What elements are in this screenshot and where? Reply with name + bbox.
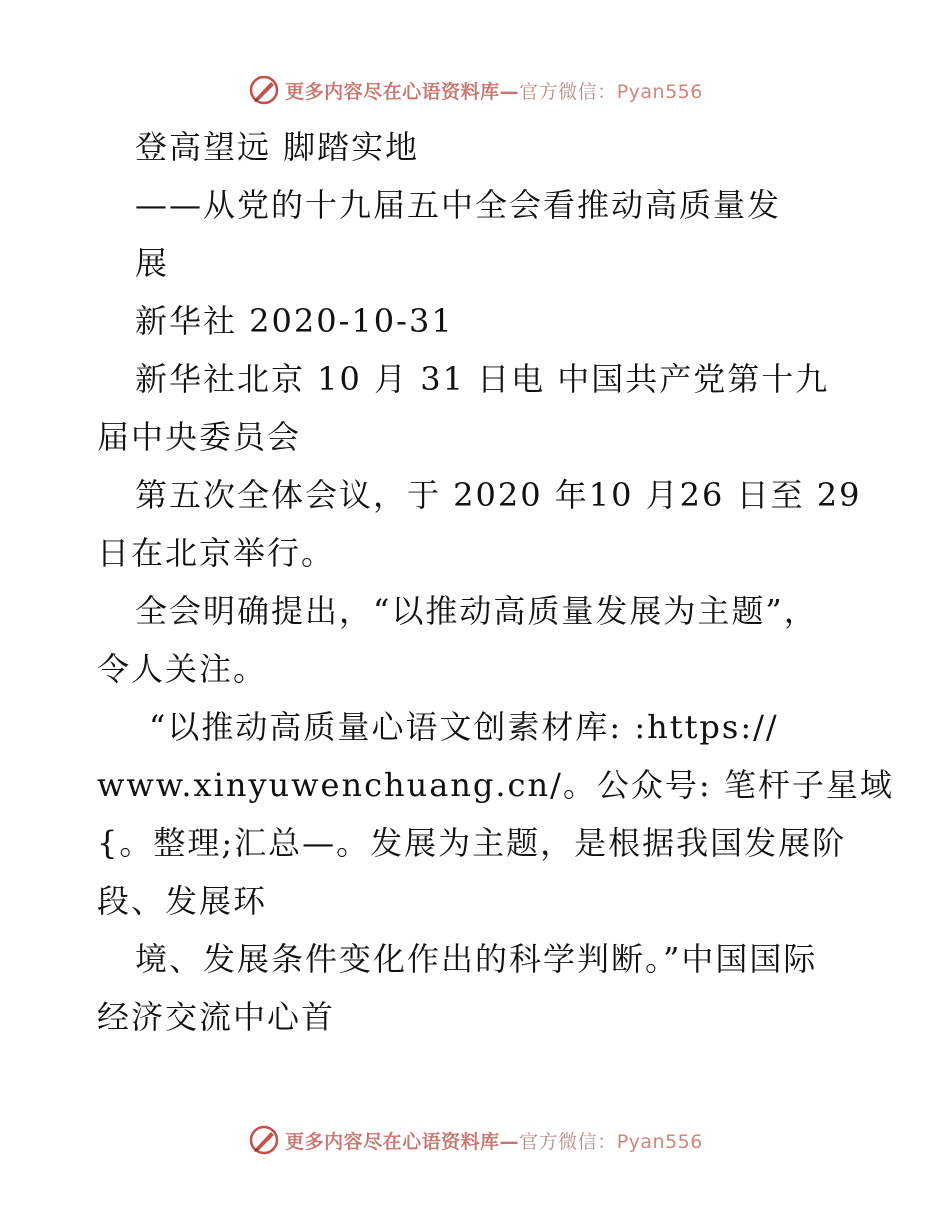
banner-wechat-label: 官方微信： (519, 80, 617, 103)
banner-wechat-label: 官方微信： (519, 1130, 617, 1153)
paragraph-line: 日在北京举行。 (97, 534, 336, 572)
banner-main-text: 更多内容尽在心语资料库 (285, 1130, 500, 1153)
paragraph-line: “以推动高质量心语文创素材库: :https:// (149, 708, 779, 746)
banner-wechat-id: Pyan556 (616, 80, 703, 103)
paragraph-line: 令人关注。 (97, 650, 268, 688)
paragraph-line: 经济交流中心首 (97, 998, 336, 1036)
paragraph-line: www.xinyuwenchuang.cn/。公众号: 笔杆子星域 (97, 766, 894, 804)
banner-wechat-id: Pyan556 (616, 1130, 703, 1153)
banner-separator: — (499, 1130, 520, 1153)
banner-text (285, 77, 703, 104)
header-watermark-banner (0, 70, 950, 110)
paragraph-line: 境、发展条件变化作出的科学判断。”中国国际 (135, 940, 818, 978)
document-title: 登高望远 脚踏实地 (135, 128, 420, 166)
document-body (97, 118, 894, 1046)
paragraph-line: 届中央委员会 (97, 418, 302, 456)
banner-separator: — (499, 80, 520, 103)
paragraph-line: {。整理;汇总—。发展为主题，是根据我国发展阶 (97, 824, 847, 862)
banner-main-text: 更多内容尽在心语资料库 (285, 80, 500, 103)
paragraph-line: 段、发展环 (97, 882, 268, 920)
document-subtitle-line-2: 展 (135, 244, 170, 282)
paragraph-line: 新华社北京 10 月 31 日电 中国共产党第十九 (135, 360, 830, 398)
pen-logo-icon (247, 73, 281, 107)
paragraph-line: 第五次全体会议，于 2020 年10 月26 日至 29 (135, 476, 862, 514)
banner-text (285, 1127, 703, 1154)
document-subtitle-line-1: ——从党的十九届五中全会看推动高质量发 (135, 186, 782, 224)
paragraph-line: 全会明确提出，“以推动高质量发展为主题”， (135, 592, 818, 630)
pen-logo-icon (247, 1123, 281, 1157)
document-source-date: 新华社 2020-10-31 (135, 302, 454, 340)
footer-watermark-banner (0, 1120, 950, 1160)
